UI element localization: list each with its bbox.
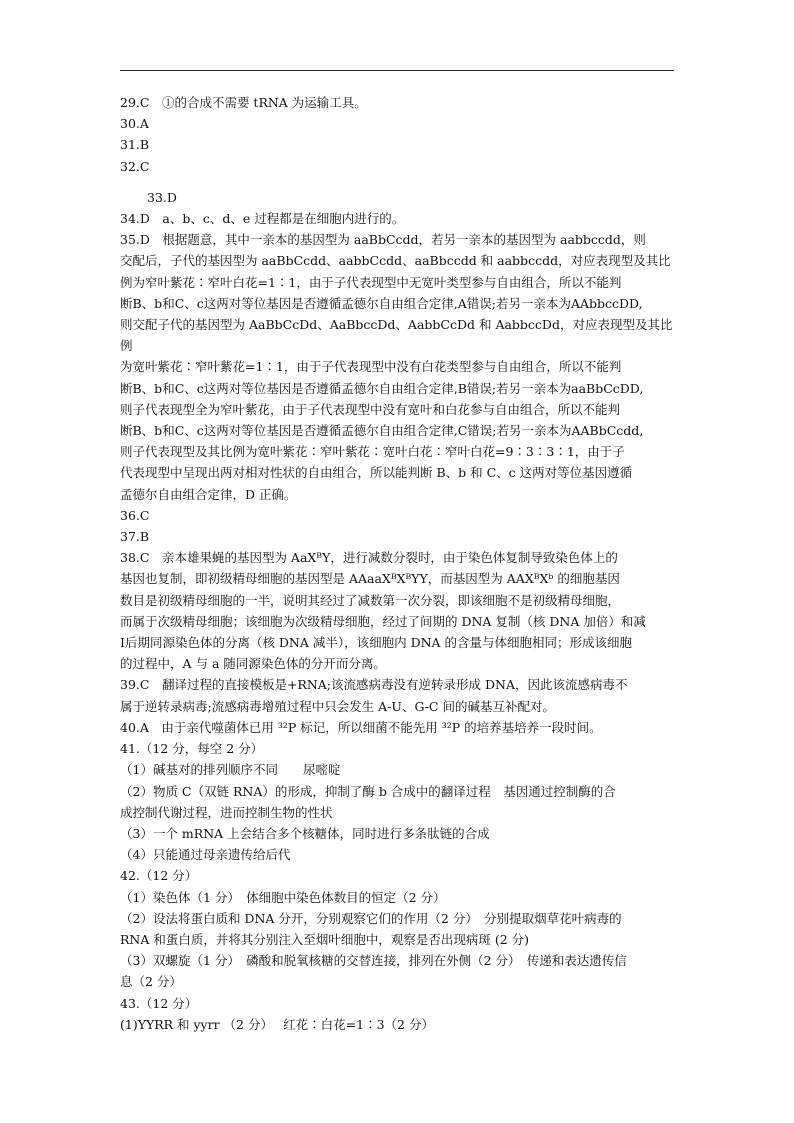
- answer-35-line: 断B、b和C、c这两对等位基因是否遵循孟德尔自由组合定律,A错误;若另一亲本为AAbbccDD,: [120, 295, 643, 311]
- answer-38-line: 数目是初级精母细胞的一半，说明其经过了减数第一次分裂，即该细胞不是初级精母细胞，: [120, 592, 621, 608]
- answer-41: [120, 738, 676, 865]
- answer-39-line: 39.C 翻译过程的直接模板是+RNA;该流感病毒没有逆转录形成 DNA，因此该流感病毒不: [120, 677, 628, 693]
- answer-key: [120, 92, 676, 1035]
- answer-38-line: 的过程中，A 与 a 随同源染色体的分开而分离。: [120, 656, 386, 672]
- answer-36: 36.C: [120, 507, 150, 523]
- answer-35-line: 则子代表现型及其比例为宽叶紫花∶窄叶紫花∶宽叶白花∶窄叶白花=9∶3∶3∶1，由于子: [120, 444, 625, 460]
- answer-35-line: 交配后，子代的基因型为 aaBbCcdd、aabbCcdd、aaBbccdd 和 aabbccdd，对应表现型及其比: [120, 253, 671, 269]
- answer-39: [120, 674, 676, 716]
- answer-34: 34.D a、b、c、d、e 过程都是在细胞内进行的。: [120, 211, 405, 227]
- answer-30: 30.A: [120, 116, 149, 132]
- answer-43-line: 43.（12 分）: [120, 995, 198, 1011]
- answer-35-line: 断B、b和C、c这两对等位基因是否遵循孟德尔自由组合定律,C错误;若另一亲本为AABbCcdd,: [120, 423, 644, 439]
- answer-38-line: Ⅰ后期同源染色体的分离（核 DNA 减半），该细胞内 DNA 的含量与体细胞相同；形成该细胞: [120, 635, 633, 651]
- answer-38-line: 38.C 亲本雄果蝇的基因型为 AaXᴮY，进行减数分裂时，由于染色体复制导致染色体上的: [120, 550, 618, 566]
- answer-42-line: 42.（12 分）: [120, 868, 198, 884]
- answer-33: 33.D: [147, 189, 177, 205]
- answer-41-line: （3）一个 mRNA 上会结合多个核糖体，同时进行多条肽链的合成: [120, 825, 490, 841]
- answer-35-line: 35.D 根据题意，其中一亲本的基因型为 aaBbCcdd，若另一亲本的基因型为 aabbccdd，则: [120, 232, 646, 248]
- answer-35-line: 则交配子代的基因型为 AaBbCcDd、AaBbccDd、AabbCcDd 和 AabbccDd，对应表现型及其比例: [120, 317, 673, 354]
- answer-43: [120, 993, 676, 1035]
- header-rule: [120, 70, 674, 71]
- answer-42-line: RNA 和蛋白质，并将其分别注入至烟叶细胞中，观察是否出现病斑 (2 分): [120, 931, 530, 947]
- spacer: [120, 177, 676, 187]
- answer-35-line: 断B、b和C、c这两对等位基因是否遵循孟德尔自由组合定律,B错误;若另一亲本为aaBbCcDD,: [120, 380, 644, 396]
- answer-42-line: （2）设法将蛋白质和 DNA 分开，分别观察它们的作用（2 分） 分别提取烟草花叶病毒的: [120, 910, 622, 926]
- answer-40: 40.A 由于亲代噬菌体已用 ³²P 标记，所以细菌不能先用 ³²P 的培养基培养一段时间。: [120, 719, 602, 735]
- answer-31: 31.B: [120, 137, 150, 153]
- answer-43-line: (1)YYRR 和 yyrr （2 分） 红花∶白花=1∶3（2 分）: [120, 1016, 434, 1032]
- answer-38-line: 基因也复制，即初级精母细胞的基因型是 AAaaXᴮXᴮYY，而基因型为 AAXᴮXᵇ 的细胞基因: [120, 571, 620, 587]
- answer-41-line: （1）碱基对的排列顺序不同 尿嘧啶: [120, 762, 341, 778]
- answer-42-line: 息（2 分）: [120, 974, 182, 990]
- answer-39-line: 属于逆转录病毒;流感病毒增殖过程中只会发生 A-U、G-C 间的碱基互补配对。: [120, 698, 555, 714]
- answer-41-line: （2）物质 C（双链 RNA）的形成，抑制了酶 b 合成中的翻译过程 基因通过控制酶的合: [120, 783, 616, 799]
- answer-35-line: 为宽叶紫花∶窄叶紫花=1∶1，由于子代表现型中没有白花类型参与自由组合，所以不能判: [120, 359, 622, 375]
- answer-29: 29.C ①的合成不需要 tRNA 为运输工具。: [120, 95, 367, 110]
- answer-42: [120, 865, 676, 992]
- answer-32: 32.C: [120, 158, 150, 174]
- answer-37: 37.B: [120, 529, 150, 545]
- answer-41-line: 成控制代谢过程，进而控制生物的性状: [120, 804, 333, 820]
- answer-38-line: 而属于次级精母细胞；该细胞为次级精母细胞，经过了间期的 DNA 复制（核 DNA 加倍）和减: [120, 613, 646, 629]
- answer-35-line: 例为窄叶紫花∶窄叶白花=1∶1，由于子代表现型中无宽叶类型参与自由组合，所以不能判: [120, 274, 622, 290]
- answer-42-line: （1）染色体（1 分） 体细胞中染色体数目的恒定（2 分）: [120, 889, 446, 905]
- answer-42-line: （3）双螺旋（1 分） 磷酸和脱氧核糖的交替连接，排列在外侧（2 分） 传递和表达遗传信: [120, 953, 627, 969]
- answer-35-line: 代表现型中呈现出两对相对性状的自由组合，所以能判断 B、b 和 C、c 这两对等位基因遵循: [120, 465, 633, 481]
- answer-35-line: 则子代表现型全为窄叶紫花，由于子代表现型中没有宽叶和白花参与自由组合，所以不能判: [120, 401, 621, 417]
- answer-35: [120, 229, 676, 505]
- answer-35-line: 孟德尔自由组合定律，D 正确。: [120, 486, 297, 502]
- answer-38: [120, 547, 676, 674]
- answer-41-line: （4）只能通过母亲遗传给后代: [120, 847, 291, 863]
- answer-41-line: 41.（12 分，每空 2 分）: [120, 741, 264, 757]
